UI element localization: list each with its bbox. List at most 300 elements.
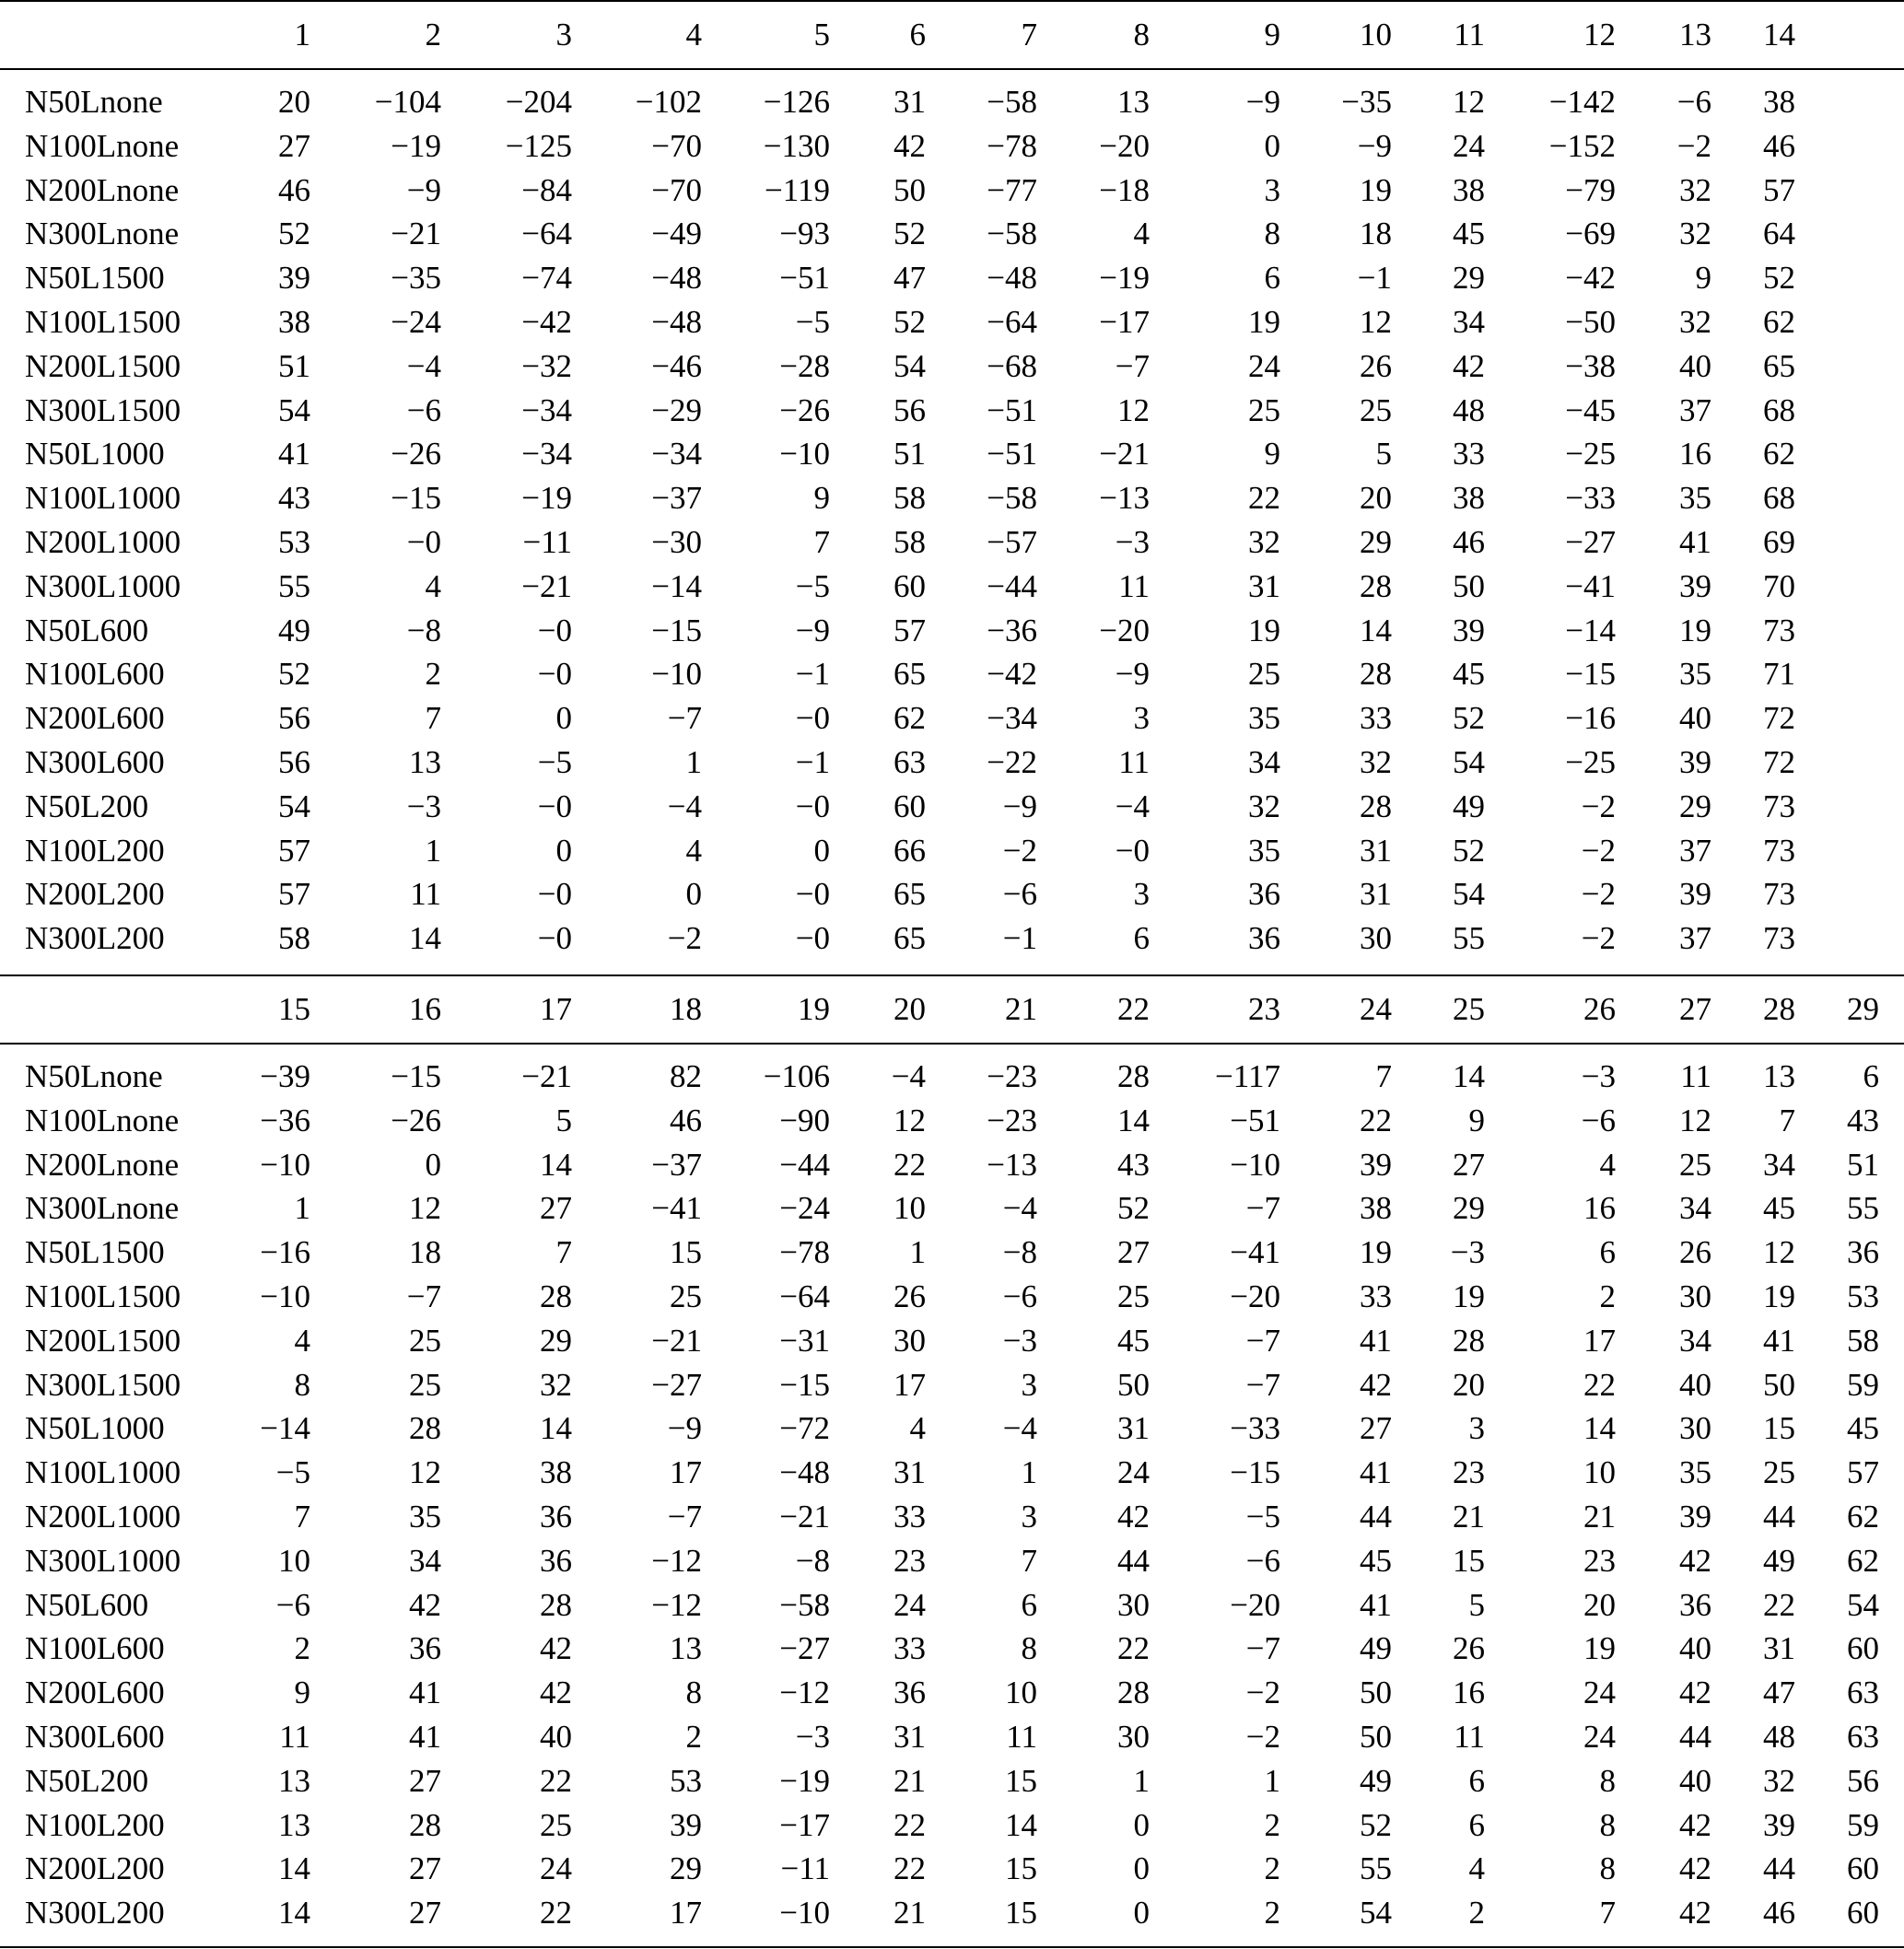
column-header: 25 [1392, 975, 1485, 1044]
table-cell: 11 [1006, 1718, 1037, 1755]
table-cell: 28 [409, 1410, 441, 1447]
row-label: N300L1000 [25, 1542, 181, 1579]
table-cell: −9 [1357, 127, 1392, 164]
row-label: N300L1500 [25, 1366, 181, 1403]
table-row [0, 1406, 1904, 1451]
table-cell: 6 [1468, 1806, 1485, 1843]
table-cell: 48 [1453, 391, 1485, 428]
row-label: N50Lnone [25, 84, 163, 120]
table-cell: 44 [1763, 1850, 1795, 1887]
table-cell: 68 [1763, 391, 1795, 428]
table-cell: 63 [1847, 1675, 1879, 1711]
column-header: 20 [830, 975, 926, 1044]
table-cell: 12 [1360, 303, 1392, 340]
table-cell: −41 [1565, 567, 1616, 604]
table-cell: 47 [894, 260, 926, 297]
table-cell: −21 [521, 1058, 572, 1094]
table-cell: 11 [1118, 743, 1150, 780]
table-cell: −19 [779, 1762, 830, 1799]
table-cell: 11 [279, 1718, 310, 1755]
table-row [0, 476, 1904, 520]
table-cell: 27 [1117, 1234, 1150, 1271]
table-cell: −4 [406, 347, 441, 384]
table-cell: 41 [1360, 1586, 1392, 1623]
table-row [0, 872, 1904, 916]
table-cell: −10 [260, 1146, 310, 1183]
table-cell: −39 [260, 1058, 310, 1094]
table-cell: −35 [1341, 84, 1392, 120]
table-cell: −15 [391, 1058, 441, 1094]
table-cell: 32 [1763, 1762, 1795, 1799]
table-cell: 47 [1763, 1675, 1795, 1711]
row-label: N300L600 [25, 1718, 165, 1755]
table-cell: 40 [1679, 1762, 1711, 1799]
table-cell: −14 [260, 1410, 310, 1447]
table-cell: −64 [521, 216, 572, 252]
table-cell: 54 [278, 788, 310, 824]
table-cell: 49 [1360, 1762, 1392, 1799]
table-cell: 13 [278, 1762, 310, 1799]
table-cell: 27 [278, 127, 310, 164]
table-cell: 19 [1763, 1278, 1795, 1314]
empty-cell [1879, 1451, 1904, 1495]
empty-cell [1879, 476, 1904, 520]
table-cell: 44 [1117, 1542, 1150, 1579]
table-cell: 22 [894, 1850, 926, 1887]
table-cell: −13 [1099, 480, 1150, 517]
empty-cell [1795, 916, 1879, 961]
table-cell: 0 [555, 700, 572, 737]
table-cell: 33 [894, 1630, 926, 1667]
table-cell: −0 [537, 876, 572, 913]
table-cell: 8 [1599, 1806, 1616, 1843]
column-header: 21 [926, 975, 1037, 1044]
empty-cell [1879, 1275, 1904, 1319]
table-cell: 42 [1679, 1850, 1711, 1887]
table-cell: −48 [651, 260, 702, 297]
table-cell: −9 [1002, 788, 1037, 824]
table-cell: 57 [278, 832, 310, 869]
table-cell: 27 [409, 1762, 441, 1799]
table-cell: 19 [1583, 1630, 1616, 1667]
table-cell: 38 [1453, 171, 1485, 208]
table-cell: −37 [651, 1146, 702, 1183]
table-cell: 26 [1453, 1630, 1485, 1667]
table-row [0, 1847, 1904, 1891]
table-cell: 62 [1847, 1498, 1879, 1535]
column-header: 27 [1616, 975, 1711, 1044]
table-cell: 8 [1264, 216, 1280, 252]
table-cell: 44 [1360, 1498, 1392, 1535]
table-cell: −49 [651, 216, 702, 252]
table-cell: 53 [278, 523, 310, 560]
empty-cell [1879, 741, 1904, 785]
table-row [0, 1539, 1904, 1583]
table-cell: −15 [779, 1366, 830, 1403]
table-cell: −46 [651, 347, 702, 384]
table-cell: −117 [1215, 1058, 1280, 1094]
table-cell: 7 [294, 1498, 310, 1535]
table-cell: −8 [406, 612, 441, 648]
table-cell: 22 [1117, 1630, 1150, 1667]
table-cell: 28 [1117, 1058, 1150, 1094]
table-cell: 38 [1453, 480, 1485, 517]
table-row [0, 696, 1904, 741]
table-cell: 24 [1583, 1718, 1616, 1755]
row-label: N300L600 [25, 743, 165, 780]
spacer [0, 1935, 1904, 1947]
table-cell: 73 [1763, 612, 1795, 648]
table-cell: −2 [1245, 1718, 1280, 1755]
table-row [0, 609, 1904, 653]
table-row [0, 124, 1904, 169]
table-cell: 11 [1680, 1058, 1711, 1094]
table-cell: −14 [651, 567, 702, 604]
table-cell: −58 [987, 480, 1037, 517]
spacer [0, 1044, 1904, 1055]
table-cell: 2 [1468, 1895, 1485, 1931]
table-cell: 39 [1679, 1498, 1711, 1535]
table-cell: −41 [1230, 1234, 1280, 1271]
table-cell: 25 [540, 1806, 572, 1843]
table-cell: −8 [1002, 1234, 1037, 1271]
empty-cell [1879, 1231, 1904, 1275]
empty-cell [1795, 696, 1879, 741]
row-label: N200L1000 [25, 1498, 181, 1535]
table-cell: 0 [1264, 127, 1280, 164]
table-cell: 20 [1583, 1586, 1616, 1623]
column-header: 22 [1037, 975, 1150, 1044]
empty-cell [1879, 916, 1904, 961]
table-cell: 40 [1679, 1366, 1711, 1403]
table-row [0, 432, 1904, 476]
table-cell: −27 [651, 1366, 702, 1403]
table-cell: −3 [406, 788, 441, 824]
table-cell: 28 [540, 1278, 572, 1314]
table-cell: −70 [651, 127, 702, 164]
table-cell: −51 [987, 391, 1037, 428]
table-cell: 0 [1133, 1850, 1150, 1887]
table-cell: 15 [1005, 1762, 1037, 1799]
table-cell: 49 [1360, 1630, 1392, 1667]
table-cell: 54 [1453, 876, 1485, 913]
table-cell: 42 [1679, 1806, 1711, 1843]
empty-cell [1879, 80, 1904, 124]
table-cell: 60 [1847, 1630, 1879, 1667]
table-cell: 3 [1468, 1410, 1485, 1447]
table-cell: −2 [667, 920, 702, 957]
table-cell: 7 [425, 700, 441, 737]
table-cell: −152 [1548, 127, 1616, 164]
empty-cell [1879, 652, 1904, 696]
table-cell: 14 [1453, 1058, 1485, 1094]
table-cell: −9 [1115, 656, 1150, 693]
table-cell: 56 [278, 700, 310, 737]
table-cell: 2 [425, 656, 441, 693]
empty-cell [1795, 741, 1879, 785]
table-cell: −4 [891, 1058, 926, 1094]
table-cell: 12 [1763, 1234, 1795, 1271]
table-cell: −19 [391, 127, 441, 164]
table-cell: 14 [1005, 1806, 1037, 1843]
table-cell: −58 [987, 84, 1037, 120]
empty-cell [1795, 785, 1879, 829]
table-cell: 22 [1360, 1102, 1392, 1138]
table-cell: −2 [1581, 788, 1616, 824]
row-label: N50L200 [25, 1762, 149, 1799]
empty-cell [1879, 565, 1904, 609]
empty-cell [1795, 565, 1879, 609]
table-cell: 51 [894, 436, 926, 473]
table-cell: 2 [1264, 1806, 1280, 1843]
table-cell: −13 [987, 1146, 1037, 1183]
table-cell: −142 [1548, 84, 1616, 120]
table-cell: 17 [670, 1895, 702, 1931]
empty-cell [1879, 609, 1904, 653]
table-cell: 32 [1679, 303, 1711, 340]
table-cell: −25 [1565, 436, 1616, 473]
table-cell: 19 [1453, 1278, 1485, 1314]
table-cell: 36 [1248, 876, 1280, 913]
table-cell: −4 [667, 788, 702, 824]
table-cell: 24 [1117, 1454, 1150, 1491]
table-cell: −0 [795, 920, 830, 957]
table-row [0, 1495, 1904, 1539]
table-cell: 34 [1453, 303, 1485, 340]
table-row [0, 300, 1904, 344]
table-cell: 18 [409, 1234, 441, 1271]
table-cell: −11 [522, 523, 572, 560]
table-cell: −21 [779, 1498, 830, 1535]
table-cell: −18 [1099, 171, 1150, 208]
table-cell: 24 [1248, 347, 1280, 384]
empty-cell [1879, 256, 1904, 300]
row-label: N100L1000 [25, 480, 181, 517]
row-label: N100L1000 [25, 1454, 181, 1491]
column-header: 17 [441, 975, 572, 1044]
table-cell: −64 [987, 303, 1037, 340]
table-cell: 0 [1133, 1806, 1150, 1843]
header-spacer [1879, 1, 1904, 69]
table-cell: 82 [670, 1058, 702, 1094]
table-cell: −7 [1245, 1190, 1280, 1227]
table-cell: 36 [1679, 1586, 1711, 1623]
table-cell: 40 [1679, 1630, 1711, 1667]
table-cell: 0 [555, 832, 572, 869]
table-cell: 45 [1763, 1190, 1795, 1227]
row-label: N100L1500 [25, 1278, 181, 1314]
table-cell: 33 [1360, 1278, 1392, 1314]
table-row [0, 1803, 1904, 1848]
table-row [0, 1583, 1904, 1628]
table-cell: 0 [685, 876, 702, 913]
table-cell: −2 [1002, 832, 1037, 869]
table-cell: −36 [987, 612, 1037, 648]
table-cell: 62 [1847, 1542, 1879, 1579]
empty-cell [1879, 1099, 1904, 1143]
table-row [0, 565, 1904, 609]
table-cell: 4 [1468, 1850, 1485, 1887]
table-row [0, 652, 1904, 696]
table-cell: 1 [1264, 1762, 1280, 1799]
table-cell: 41 [409, 1718, 441, 1755]
table-cell: −21 [521, 567, 572, 604]
table-row [0, 1099, 1904, 1143]
table-cell: −12 [651, 1542, 702, 1579]
table-cell: 42 [1679, 1542, 1711, 1579]
table-cell: 3 [1133, 700, 1150, 737]
table-cell: 44 [1763, 1498, 1795, 1535]
table-cell: −3 [1450, 1234, 1485, 1271]
table-cell: 12 [894, 1102, 926, 1138]
table-cell: 23 [1453, 1454, 1485, 1491]
table-cell: 29 [540, 1322, 572, 1359]
table-cell: 73 [1763, 788, 1795, 824]
table-cell: 72 [1763, 700, 1795, 737]
table-cell: 11 [1454, 1718, 1485, 1755]
empty-cell [1879, 344, 1904, 389]
table-cell: 4 [685, 832, 702, 869]
table-cell: −6 [1002, 876, 1037, 913]
row-label: N200Lnone [25, 1146, 180, 1183]
table-cell: 54 [1360, 1895, 1392, 1931]
empty-cell [1879, 1671, 1904, 1715]
table-cell: 38 [540, 1454, 572, 1491]
column-header: 8 [1037, 1, 1150, 69]
table-cell: 29 [1679, 788, 1711, 824]
table-cell: −7 [1245, 1366, 1280, 1403]
table-cell: 29 [1360, 523, 1392, 560]
table-cell: 8 [685, 1675, 702, 1711]
table-cell: −38 [1565, 347, 1616, 384]
table-cell: −48 [651, 303, 702, 340]
table-cell: 41 [1360, 1454, 1392, 1491]
table-cell: 11 [1118, 567, 1150, 604]
empty-cell [1795, 256, 1879, 300]
table-cell: −41 [651, 1190, 702, 1227]
table-row [0, 80, 1904, 124]
empty-cell [1879, 1715, 1904, 1759]
table-cell: −90 [779, 1102, 830, 1138]
table-cell: 11 [410, 876, 441, 913]
row-label: N100L1500 [25, 303, 181, 340]
table-cell: 36 [1847, 1234, 1879, 1271]
table-cell: 12 [1453, 84, 1485, 120]
empty-cell [1795, 344, 1879, 389]
empty-cell [1879, 169, 1904, 213]
table-cell: 45 [1453, 656, 1485, 693]
table-cell: 12 [409, 1454, 441, 1491]
table-cell: 2 [1264, 1895, 1280, 1931]
column-header: 12 [1485, 1, 1616, 69]
table-cell: −23 [987, 1102, 1037, 1138]
table-cell: 50 [1453, 567, 1485, 604]
column-header: 7 [926, 1, 1037, 69]
table-cell: 71 [1763, 656, 1795, 693]
table-cell: 50 [1360, 1675, 1392, 1711]
table-cell: 50 [1763, 1366, 1795, 1403]
table-cell: 35 [1679, 1454, 1711, 1491]
table-cell: 65 [894, 656, 926, 693]
table-cell: 24 [894, 1586, 926, 1623]
table-cell: 7 [1021, 1542, 1037, 1579]
table-cell: 12 [1679, 1102, 1711, 1138]
empty-cell [1879, 1583, 1904, 1628]
table-cell: 25 [1248, 656, 1280, 693]
table-cell: 41 [409, 1675, 441, 1711]
table-cell: 28 [1453, 1322, 1485, 1359]
table-cell: 62 [894, 700, 926, 737]
empty-cell [1879, 696, 1904, 741]
table-cell: 3 [1264, 171, 1280, 208]
table-cell: 43 [1117, 1146, 1150, 1183]
table-cell: 43 [1847, 1102, 1879, 1138]
table-cell: 1 [1021, 1454, 1037, 1491]
table-cell: 41 [278, 436, 310, 473]
table-row [0, 1186, 1904, 1231]
table-cell: −3 [1581, 1058, 1616, 1094]
column-header: 2 [310, 1, 441, 69]
table-cell: 68 [1763, 480, 1795, 517]
table-row [0, 1275, 1904, 1319]
column-header: 5 [702, 1, 830, 69]
table-cell: 14 [1360, 612, 1392, 648]
table-cell: 14 [540, 1146, 572, 1183]
table-cell: −42 [1565, 260, 1616, 297]
table-cell: −32 [521, 347, 572, 384]
table-cell: 52 [1117, 1190, 1150, 1227]
table-cell: 56 [278, 743, 310, 780]
table-cell: −12 [651, 1586, 702, 1623]
table-cell: 46 [1763, 1895, 1795, 1931]
table-cell: −0 [537, 612, 572, 648]
table-cell: 4 [294, 1322, 310, 1359]
table-cell: 46 [1763, 127, 1795, 164]
table-cell: 70 [1763, 567, 1795, 604]
table-cell: 51 [278, 347, 310, 384]
table-cell: 39 [1679, 876, 1711, 913]
table-cell: 34 [1248, 743, 1280, 780]
table-cell: −21 [1099, 436, 1150, 473]
table-row [0, 1055, 1904, 1099]
row-label: N300Lnone [25, 216, 180, 252]
table-row [0, 785, 1904, 829]
table-cell: 45 [1847, 1410, 1879, 1447]
table-cell: 65 [894, 920, 926, 957]
table-cell: −2 [1245, 1675, 1280, 1711]
table-cell: 31 [894, 1454, 926, 1491]
table-cell: −70 [651, 171, 702, 208]
table-cell: 69 [1763, 523, 1795, 560]
row-label: N50L600 [25, 612, 149, 648]
table-cell: 50 [894, 171, 926, 208]
table-cell: 43 [278, 480, 310, 517]
table-cell: −4 [1002, 1410, 1037, 1447]
table-row [0, 1143, 1904, 1187]
table-cell: 27 [1453, 1146, 1485, 1183]
table-cell: −125 [505, 127, 572, 164]
table-cell: −34 [987, 700, 1037, 737]
table-cell: −20 [1230, 1278, 1280, 1314]
table-cell: −84 [521, 171, 572, 208]
table-cell: −48 [987, 260, 1037, 297]
table-cell: 50 [1117, 1366, 1150, 1403]
row-label: N100L600 [25, 1630, 165, 1667]
table-cell: 22 [1763, 1586, 1795, 1623]
column-header: 23 [1150, 975, 1280, 1044]
table-cell: 6 [1599, 1234, 1616, 1271]
column-header: 13 [1616, 1, 1711, 69]
